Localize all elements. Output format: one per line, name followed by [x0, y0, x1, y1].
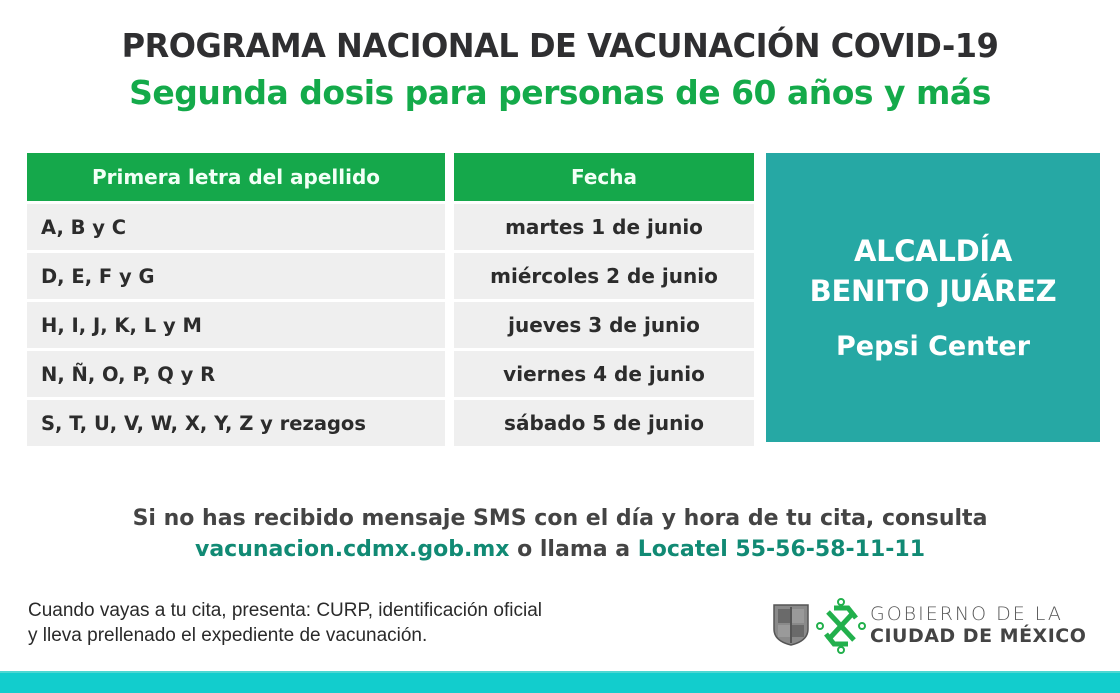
sms-notice-line2 — [0, 537, 1120, 562]
date-cell: martes 1 de junio — [454, 204, 754, 250]
requirements-line1: Cuando vayas a tu cita, presenta: CURP, identificación oficial — [28, 600, 542, 621]
dates-header: Fecha — [454, 153, 754, 201]
bottom-accent-bar — [0, 671, 1120, 693]
date-cell: jueves 3 de junio — [454, 302, 754, 348]
letters-cell: S, T, U, V, W, X, Y, Z y rezagos — [27, 400, 445, 446]
page-subtitle: Segunda dosis para personas de 60 años y más — [129, 73, 991, 112]
date-cell: miércoles 2 de junio — [454, 253, 754, 299]
venue-alcaldia: ALCALDÍA — [853, 234, 1013, 268]
letters-table — [27, 153, 445, 449]
requirements-line2: y lleva prellenado el expediente de vacunación. — [28, 625, 428, 646]
logo-line1: GOBIERNO DE LA — [870, 603, 1063, 625]
letters-cell: N, Ñ, O, P, Q y R — [27, 351, 445, 397]
date-cell: viernes 4 de junio — [454, 351, 754, 397]
logo-line2: CIUDAD DE MÉXICO — [870, 625, 1087, 647]
dates-table — [454, 153, 754, 449]
letters-cell: D, E, F y G — [27, 253, 445, 299]
requirements-note — [28, 598, 542, 648]
venue-box — [766, 153, 1100, 442]
venue-place: Pepsi Center — [835, 331, 1031, 362]
cdmx-knot-icon — [816, 598, 866, 654]
letters-header: Primera letra del apellido — [27, 153, 445, 201]
sms-notice-line1: Si no has recibido mensaje SMS con el día y hora de tu cita, consulta — [132, 506, 988, 531]
letters-cell: A, B y C — [27, 204, 445, 250]
website-link[interactable]: vacunacion.cdmx.gob.mx — [194, 537, 510, 562]
date-cell: sábado 5 de junio — [454, 400, 754, 446]
venue-borough: BENITO JUÁREZ — [809, 274, 1057, 308]
cdmx-government-logo — [772, 596, 1086, 654]
page-title: PROGRAMA NACIONAL DE VACUNACIÓN COVID-19 — [121, 26, 999, 65]
coat-of-arms-icon — [772, 603, 810, 647]
locatel-phone[interactable]: Locatel 55-56-58-11-11 — [637, 537, 926, 562]
letters-cell: H, I, J, K, L y M — [27, 302, 445, 348]
connector-text: o llama a — [509, 537, 638, 562]
